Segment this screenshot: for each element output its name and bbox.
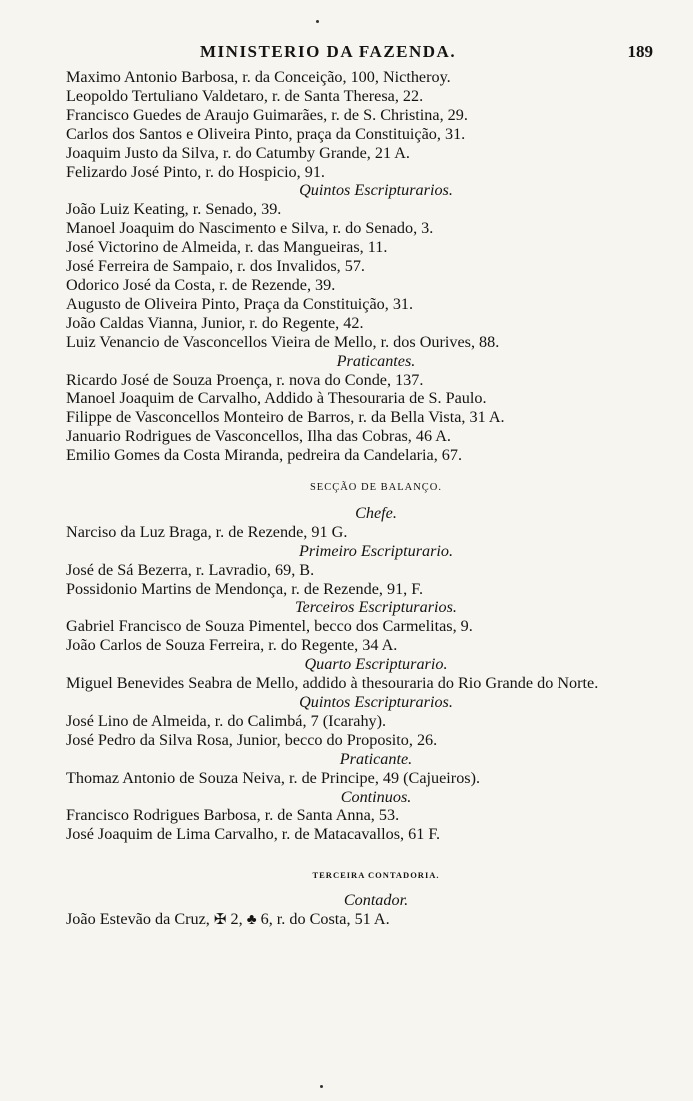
list-item: João Luiz Keating, r. Senado, 39. — [66, 200, 282, 219]
list-item: Thomaz Antonio de Souza Neiva, r. de Principe, 49 (Cajueiros). — [66, 768, 481, 787]
list-item: Narciso da Luz Braga, r. de Rezende, 91 G. — [66, 522, 348, 541]
page-header — [0, 42, 693, 68]
list-item: Manoel Joaquim de Carvalho, Addido à Thesouraria de S. Paulo. — [66, 389, 487, 408]
subheading-chefe: Chefe. — [355, 503, 397, 522]
list-item: Felizardo José Pinto, r. do Hospicio, 91. — [66, 162, 325, 181]
cross-order-icon: ✠ — [213, 912, 227, 929]
section-heading-terceira-contadoria: TERCEIRA CONTADORIA. — [312, 870, 440, 881]
rose-order-icon: ♣ — [246, 912, 257, 929]
running-head: MINISTERIO DA FAZENDA. — [200, 42, 457, 61]
list-item: Possidonio Martins de Mendonça, r. de Rezende, 91, F. — [66, 579, 424, 598]
list-item: João Caldas Vianna, Junior, r. do Regente, 42. — [66, 313, 364, 332]
order-count-2: 6, — [260, 910, 273, 929]
contador-name: João Estevão da Cruz, — [66, 910, 210, 929]
subheading-quarto: Quarto Escripturario. — [304, 655, 448, 674]
subheading-primeiro: Primeiro Escripturario. — [298, 541, 454, 560]
list-item: José Ferreira de Sampaio, r. dos Invalidos, 57. — [66, 257, 365, 276]
print-speck — [316, 20, 319, 23]
page-body — [66, 68, 646, 930]
list-item: Filippe de Vasconcellos Monteiro de Barros, r. da Bella Vista, 31 A. — [66, 408, 505, 427]
list-item: José de Sá Bezerra, r. Lavradio, 69, B. — [66, 560, 315, 579]
subheading-continuos: Continuos. — [340, 787, 412, 806]
list-item: José Joaquim de Lima Carvalho, r. de Matacavallos, 61 F. — [66, 825, 441, 844]
list-item: José Victorino de Almeida, r. das Mangueiras, 11. — [66, 238, 388, 257]
list-item: Manoel Joaquim do Nascimento e Silva, r. do Senado, 3. — [66, 219, 434, 238]
staff-list-continued — [66, 68, 646, 181]
list-item: Leopoldo Tertuliano Valdetaro, r. de Santa Theresa, 22. — [66, 86, 424, 105]
list-item: João Carlos de Souza Ferreira, r. do Regente, 34 A. — [66, 636, 398, 655]
list-item: Francisco Rodrigues Barbosa, r. de Santa Anna, 53. — [66, 806, 400, 825]
list-item: Odorico José da Costa, r. de Rezende, 39. — [66, 275, 336, 294]
list-item: Ricardo José de Souza Proença, r. nova do Conde, 137. — [66, 370, 424, 389]
page-number: 189 — [627, 42, 653, 61]
list-item: Luiz Venancio de Vasconcellos Vieira de Mello, r. dos Ourives, 88. — [66, 332, 500, 351]
list-item: Miguel Benevides Seabra de Mello, addido à thesouraria do Rio Grande do Norte. — [66, 674, 599, 693]
subheading-contador: Contador. — [343, 891, 409, 910]
subheading-terceiros: Terceiros Escripturarios. — [295, 598, 457, 617]
list-item: José Lino de Almeida, r. do Calimbá, 7 (Icarahy). — [66, 711, 387, 730]
subheading-quintos: Quintos Escripturarios. — [299, 181, 453, 200]
list-item-contador — [66, 910, 646, 930]
list-item: Maximo Antonio Barbosa, r. da Conceição, 100, Nictheroy. — [66, 68, 451, 86]
print-speck — [320, 1085, 323, 1088]
list-item: Joaquim Justo da Silva, r. do Catumby Grande, 21 A. — [66, 143, 410, 162]
list-item: Francisco Guedes de Araujo Guimarães, r. de S. Christina, 29. — [66, 105, 468, 124]
contador-address: r. do Costa, 51 A. — [276, 910, 390, 929]
order-count-1: 2, — [230, 910, 243, 929]
list-item: Gabriel Francisco de Souza Pimentel, becco dos Carmelitas, 9. — [66, 617, 473, 636]
list-item: Augusto de Oliveira Pinto, Praça da Constituição, 31. — [66, 294, 414, 313]
quintos-list — [66, 200, 646, 351]
list-item: Januario Rodrigues de Vasconcellos, Ilha das Cobras, 46 A. — [66, 427, 451, 446]
section-heading-balanco: SECÇÃO DE BALANÇO. — [309, 482, 443, 494]
list-item: José Pedro da Silva Rosa, Junior, becco do Proposito, 26. — [66, 730, 438, 749]
list-item: Emilio Gomes da Costa Miranda, pedreira da Candelaria, 67. — [66, 446, 463, 465]
praticantes-list — [66, 371, 646, 466]
list-item: Carlos dos Santos e Oliveira Pinto, praça da Constituição, 31. — [66, 124, 466, 143]
subheading-praticante: Praticante. — [339, 749, 413, 768]
subheading-quintos-balanco: Quintos Escripturarios. — [299, 693, 453, 711]
subheading-praticantes: Praticantes. — [336, 351, 416, 370]
